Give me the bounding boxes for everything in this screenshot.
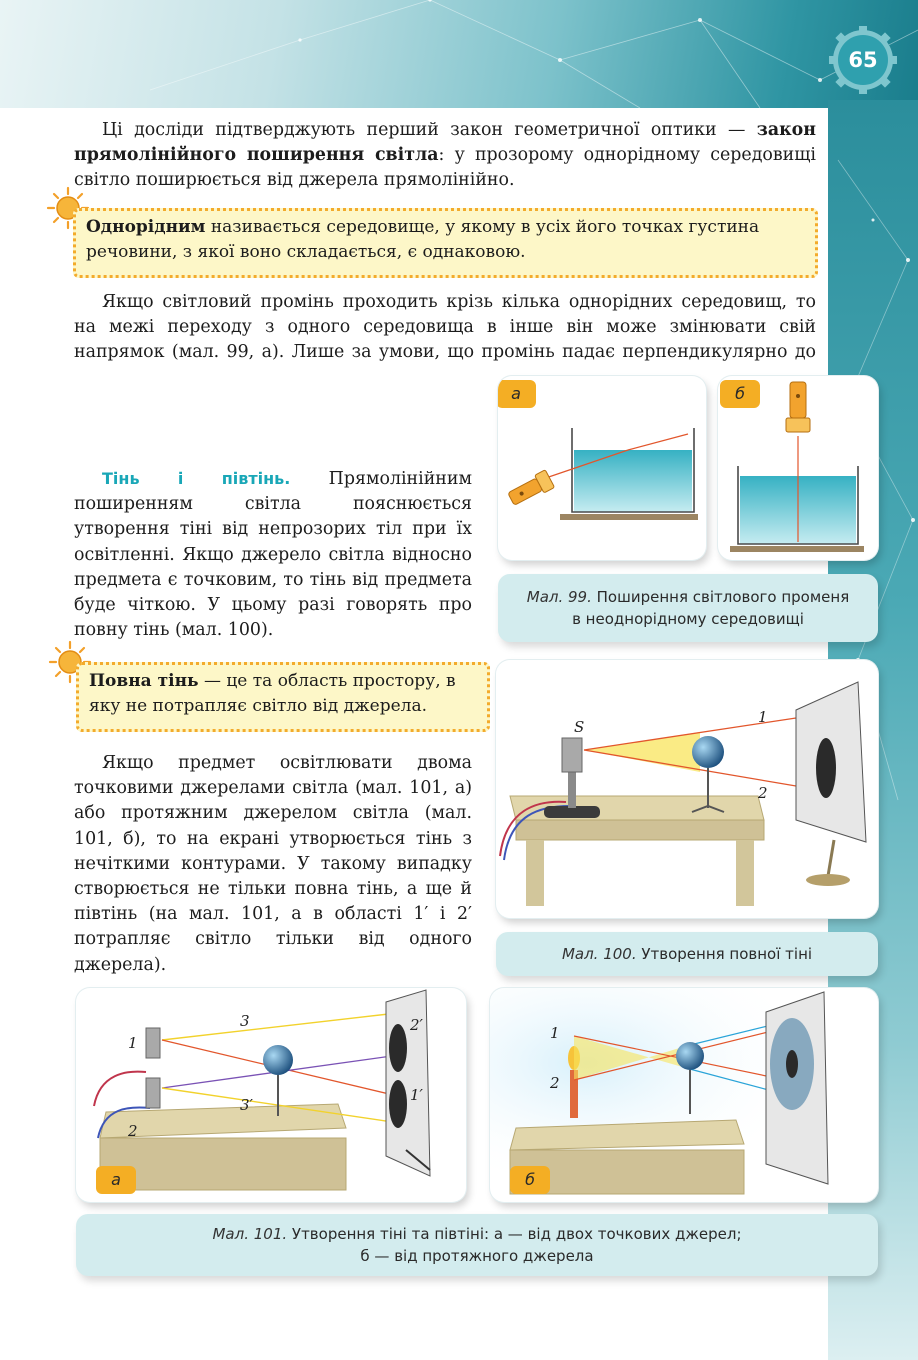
figure-99b: [718, 376, 878, 560]
definition-full-shadow: [76, 662, 490, 732]
page-number: 65: [848, 48, 878, 72]
figure-100: [496, 660, 878, 918]
caption-number: Мал. 100.: [561, 945, 637, 963]
label-source-1: 1: [128, 1034, 138, 1052]
section-text: Прямолінійним поширенням світла пояснюється утворення тіні від непрозорих тіл при їх освітленні. Якщо джерело світла відносно предмета є точковим, то тінь від предмета буде чіткою. У цьому разі говорять про повну тінь (мал. 100).: [74, 469, 473, 641]
para3-text: Якщо предмет освітлювати двома точковими джерелами світла (мал. 101, а) або протяжним джерелом світла (мал. 101, б), то на екрані утворюється тінь з нечіткими контурами. У такому випадку створюється не тільки повна тінь, а ще й півтінь (на мал. 101, а в області 1′ і 2′ потрапляє світло тільки від одного джерела).: [74, 753, 472, 975]
para2-text: Якщо світловий промінь проходить крізь кілька однорідних середовищ, то на межі переходу з одного середовища в інше він може змінювати свій напрямок (мал. 99, а). Лише за умови, що промінь падає перпендикулярно до: [74, 292, 816, 363]
definition-homogeneous: [73, 208, 818, 278]
figure-tag-b: б: [510, 1166, 550, 1194]
caption-fig100: [496, 932, 878, 976]
caption-text: в неоднорідному середовищі: [572, 610, 804, 628]
caption-number: Мал. 99.: [526, 588, 592, 606]
caption-fig99: [498, 574, 878, 642]
figure-tag-b: б: [720, 380, 760, 408]
label-ray-1: 1: [758, 708, 768, 726]
label-point-1: 1: [550, 1024, 560, 1042]
para1-text: Ці досліди підтверджують перший закон геометричної оптики —: [102, 120, 757, 140]
paragraph-shadow: [74, 466, 472, 643]
figure-tag-a: а: [498, 380, 536, 408]
full-shadow-diagram: [496, 660, 878, 918]
label-source-s: S: [574, 718, 585, 736]
caption-text: Утворення повної тіні: [641, 945, 813, 963]
term-homogeneous: Однорідним: [86, 217, 206, 237]
para1-text-end: : у прозорому однорідному середовищі світло поширюється від джерела прямолінійно.: [74, 145, 816, 191]
paragraph-refraction: [74, 290, 816, 368]
definition-text: — це та область простору, в яку не потрапляє світло від джерела.: [89, 671, 456, 716]
network-pattern: [0, 0, 918, 108]
label-ray-2: 2: [758, 784, 768, 802]
paragraph-refraction-cont: [74, 365, 472, 465]
paragraph-law: [74, 118, 816, 194]
law-name: закон прямолінійного поширення світла: [74, 120, 816, 166]
caption-number: Мал. 101.: [212, 1225, 288, 1243]
label-ray-3-prime: 3′: [240, 1096, 253, 1114]
paragraph-penumbra: [74, 751, 472, 978]
label-ray-3: 3: [240, 1012, 250, 1030]
figure-101b: [490, 988, 878, 1202]
label-area-2-prime: 2′: [410, 1016, 423, 1034]
header-band: [0, 0, 918, 108]
figure-tag-a: а: [96, 1166, 136, 1194]
figure-99a: [498, 376, 706, 560]
figure-101a: [76, 988, 466, 1202]
caption-text: Утворення тіні та півтіні: а — від двох точкових джерел;: [291, 1225, 742, 1243]
term-full-shadow: Повна тінь: [89, 671, 199, 691]
caption-text: Поширення світлового променя: [596, 588, 850, 606]
label-point-2: 2: [550, 1074, 560, 1092]
label-source-2: 2: [128, 1122, 138, 1140]
label-area-1-prime: 1′: [410, 1086, 423, 1104]
definition-text: називається середовище, у якому в усіх його точках густина речовини, з якої воно складається, є однаковою.: [86, 217, 760, 262]
section-heading: Тінь і півтінь.: [102, 469, 291, 488]
caption-fig101: [76, 1214, 878, 1276]
caption-text: б — від протяжного джерела: [360, 1247, 594, 1265]
